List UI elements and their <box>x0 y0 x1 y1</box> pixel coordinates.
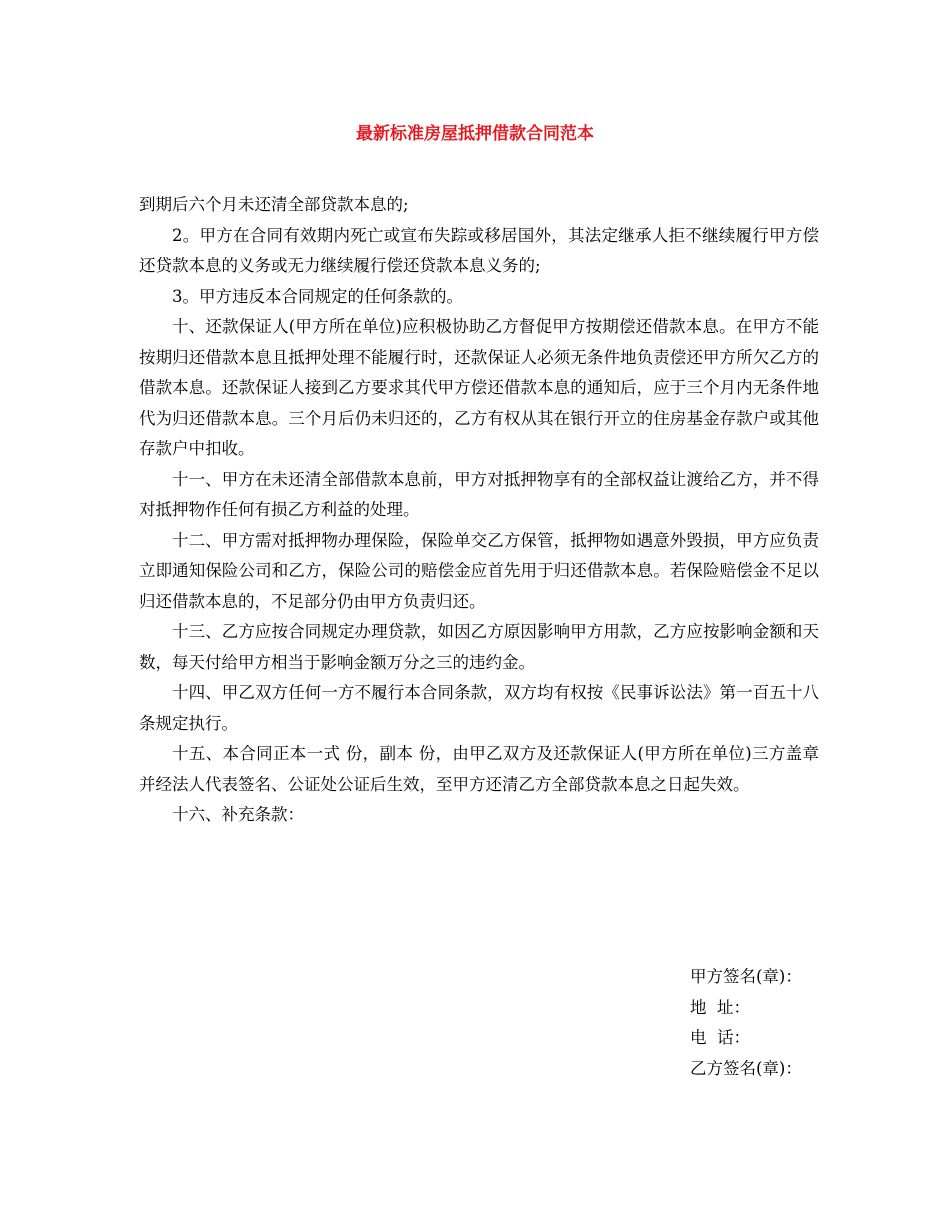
paragraph-clause-16: 十六、补充条款： <box>172 805 304 824</box>
paragraph-continuation: 到期后六个月未还清全部贷款本息的; <box>139 195 409 214</box>
paragraph-clause-14: 十四、甲乙双方任何一方不履行本合同条款，双方均有权按《民事诉讼法》第一百五十八条规定执行。 <box>139 683 819 733</box>
paragraph-clause-10: 十、还款保证人(甲方所在单位)应积极协助乙方督促甲方按期偿还借款本息。在甲方不能按期归还借款本息且抵押处理不能履行时，还款保证人必须无条件地负责偿还甲方所欠乙方的借款本息。还款保证人接到乙方要求其代甲方偿还借款本息的通知后，应于三个月内无条件地代为归还借款本息。三个月后仍未归还的，乙方有权从其在银行开立的住房基金存款户或其他存款户中扣收。 <box>139 317 819 458</box>
address-label: 地 址： <box>690 997 750 1017</box>
paragraph-item-2: 2。甲方在合同有效期内死亡或宣布失踪或移居国外，其法定继承人拒不继续履行甲方偿还贷款本息的义务或无力继续履行偿还贷款本息义务的; <box>139 225 819 275</box>
contract-body <box>139 190 819 831</box>
paragraph-clause-11: 十一、甲方在未还清全部借款本息前，甲方对抵押物享有的全部权益让渡给乙方，并不得对抵押物作任何有损乙方利益的处理。 <box>139 469 819 519</box>
paragraph-clause-13: 十三、乙方应按合同规定办理贷款，如因乙方原因影响甲方用款，乙方应按影响金额和天数，每天付给甲方相当于影响金额万分之三的违约金。 <box>139 622 819 672</box>
signature-block <box>690 962 802 1084</box>
party-b-signature-label: 乙方签名(章)： <box>690 1058 802 1078</box>
phone-label: 电 话： <box>690 1028 750 1047</box>
party-a-signature-label: 甲方签名(章)： <box>690 967 802 986</box>
paragraph-item-3: 3。甲方违反本合同规定的任何条款的。 <box>172 286 463 306</box>
document-title: 最新标准房屋抵押借款合同范本 <box>356 124 594 144</box>
paragraph-clause-12: 十二、甲方需对抵押物办理保险，保险单交乙方保管，抵押物如遇意外毁损，甲方应负责立即通知保险公司和乙方，保险公司的赔偿金应首先用于归还借款本息。若保险赔偿金不足以归还借款本息的，不足部分仍由甲方负责归还。 <box>139 530 819 611</box>
paragraph-clause-15: 十五、本合同正本一式 份，副本 份，由甲乙双方及还款保证人(甲方所在单位)三方盖章并经法人代表签名、公证处公证后生效，至甲方还清乙方全部贷款本息之日起失效。 <box>139 744 819 794</box>
